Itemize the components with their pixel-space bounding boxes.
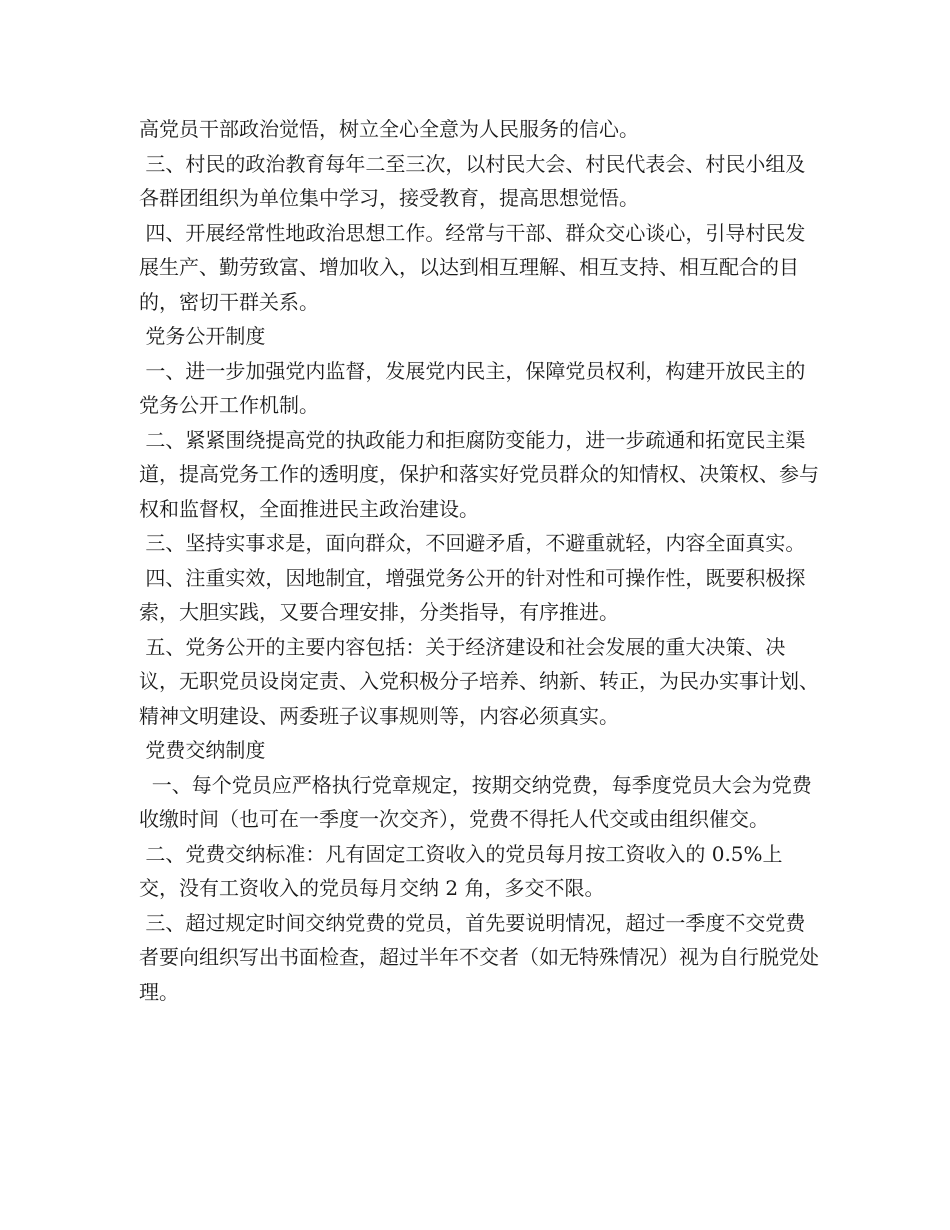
section-heading-party-affairs: 党务公开制度 bbox=[139, 324, 266, 348]
paragraph-7: 四、注重实效，因地制宜，增强党务公开的针对性和可操作性，既要积极探索，大胆实践，又要合理安排，分类指导，有序推进。 bbox=[139, 565, 806, 624]
paragraph-11: 三、超过规定时间交纳党费的党员，首先要说明情况，超过一季度不交党费者要向组织写出书面检查，超过半年不交者（如无特殊情况）视为自行脱党处理。 bbox=[139, 910, 819, 1004]
paragraph-9: 一、每个党员应严格执行党章规定，按期交纳党费，每季度党员大会为党费收缴时间（也可在一季度一次交齐），党费不得托人代交或由组织催交。 bbox=[139, 772, 812, 831]
paragraph-4: 一、进一步加强党内监督，发展党内民主，保障党员权利，构建开放民主的党务公开工作机制。 bbox=[139, 358, 806, 417]
paragraph-6: 三、坚持实事求是，面向群众，不回避矛盾，不避重就轻，内容全面真实。 bbox=[139, 531, 806, 555]
paragraph-3: 四、开展经常性地政治思想工作。经常与干部、群众交心谈心，引导村民发展生产、勤劳致富、增加收入，以达到相互理解、相互支持、相互配合的目的，密切干群关系。 bbox=[139, 220, 806, 314]
section-heading-party-dues: 党费交纳制度 bbox=[139, 738, 266, 762]
document-body bbox=[139, 112, 819, 1009]
paragraph-1: 高党员干部政治觉悟，树立全心全意为人民服务的信心。 bbox=[139, 117, 639, 141]
paragraph-10: 二、党费交纳标准：凡有固定工资收入的党员每月按工资收入的 0.5%上交，没有工资收入的党员每月交纳 2 角，多交不限。 bbox=[139, 841, 783, 900]
paragraph-8: 五、党务公开的主要内容包括：关于经济建设和社会发展的重大决策、决议，无职党员设岗定责、入党积极分子培养、纳新、转正，为民办实事计划、精神文明建设、两委班子议事规则等，内容必须真实。 bbox=[139, 634, 819, 728]
paragraph-5: 二、紧紧围绕提高党的执政能力和拒腐防变能力，进一步疏通和拓宽民主渠道，提高党务工作的透明度，保护和落实好党员群众的知情权、决策权、参与权和监督权，全面推进民主政治建设。 bbox=[139, 427, 819, 521]
paragraph-2: 三、村民的政治教育每年二至三次，以村民大会、村民代表会、村民小组及各群团组织为单位集中学习，接受教育，提高思想觉悟。 bbox=[139, 151, 806, 210]
